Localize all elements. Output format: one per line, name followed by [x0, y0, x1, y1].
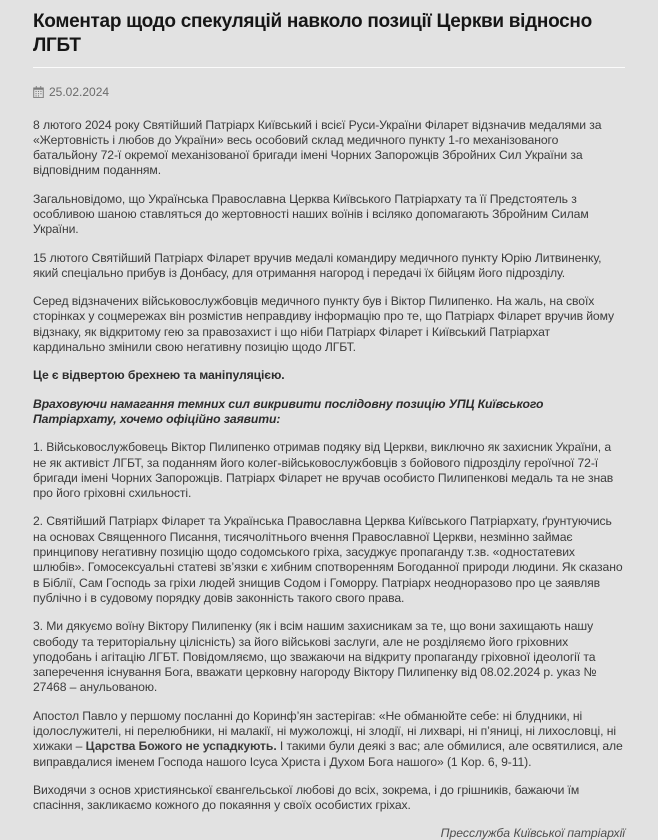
paragraph-text: І такими були деякі з вас; але обмилися, але освятилися, але виправдалися іменем Господа нашого Ісуса Христа і Духом Бога нашого» (1 Кор. 6, 9-11). [33, 739, 623, 769]
publish-date: 25.02.2024 [49, 84, 110, 99]
paragraph: 3. Ми дякуємо воїну Віктору Пилипенку (як і всім нашим захисникам за те, що вони захищають нашу свободу та територіальну цілісність) за його військові заслуги, але не розділяємо його гріховних уподобань і агітацію ЛГБТ. Повідомляємо, що зважаючи на відкриту пропаганду гріховної ідеології та заперечення існування Бога, вважати церковну нагороду Віктору Пилипенку від 08.02.2024 р. указ № 27468 – анульованою. [33, 619, 597, 695]
paragraph: 2. Святійший Патріарх Філарет та Українська Православна Церква Київського Патріархату, ґрунтуючись на основах Священного Писання, тисячолітнього вчення Православної Церкви, незмінно займає принципову негативну позицію щодо содомського гріха, засуджує пропаганду т.зв. «одностатевих шлюбів». Гомосексуальні статеві зв’язки є хибним спотворенням Богоданної природи людини. Як сказано в Біблії, Сам Господь за гріхи людей знищив Содом і Гоморру. Патріарх неодноразово про це заявляв публічно і в судовому порядку довів законність такого свого права. [33, 514, 623, 605]
paragraph: Це є відвертою брехнею та маніпуляцією. [33, 368, 285, 383]
press-service-signature: Пресслужба Київської патріархії [440, 826, 625, 840]
paragraph: Загальновідомо, що Українська Православна Церква Київського Патріархату та її Предстоятель з особливою шаною ставляться до жертовності наших воїнів і всіляко допомагають Збройним Силам України. [33, 191, 589, 237]
paragraph: Враховуючи намагання темних сил викривити послідовну позицію УПЦ Київського Патріархату, хочемо офіційно заявити: [33, 396, 544, 426]
title-divider [33, 67, 625, 68]
emphasized-text: Царства Божого не успадкують. [85, 739, 277, 754]
publish-date-row [33, 85, 625, 99]
paragraph [33, 709, 625, 770]
paragraph: Виходячи з основ християнської євангельської любові до всіх, зокрема, і до грішників, бажаючи їм спасіння, закликаємо кожного до покаяння у своїх особистих гріхах. [33, 782, 580, 813]
paragraph-text: Апостол Павло у першому посланні до Коринф’ян застерігав: «Не обманюйте себе: ні блудники, ні ідолослужителі, ні перелюбники, ні малакії, ні мужоложці, ні злодії, ні лихварі, ні п’яниці, ні лихословці, ні хижаки – [33, 708, 616, 754]
calendar-icon [33, 86, 44, 98]
page-title: Коментар щодо спекуляцій навколо позиції Церкви відносно ЛГБТ [33, 11, 592, 56]
paragraph: 8 лютого 2024 року Святійший Патріарх Київський і всієї Руси-України Філарет відзначив медалями за «Жертовність і любов до України» весь особовий склад медичного пункту 1-го механізованого батальйону 72-ї окремої механізованої бригади імені Чорних Запорожців Збройних Сил України за відповідним поданням. [33, 117, 602, 178]
article-body [33, 118, 625, 814]
paragraph: 1. Військовослужбовець Віктор Пилипенко отримав подяку від Церкви, виключно як захисник України, а не як активіст ЛГБТ, за поданням його колег-військовослужбовців з бойового підрозділу героїчної 72-ї бригади імені Чорних Запорожців. Патріарх Філарет не вручав особисто Пилипенкові медаль та не знав про його гріховні схильності. [33, 440, 614, 501]
paragraph: Серед відзначених військовослужбовців медичного пункту був і Віктор Пилипенко. На жаль, на своїх сторінках у соцмережах він розмістив неправдиву інформацію про те, що Патріарх Філарет вручив йому відзнаку, як відкритому гею за правозахист і що ніби Патріарх Філарет і Київський Патріархат кардинально змінили свою негативну позицію щодо ЛГБТ. [33, 294, 615, 355]
paragraph: 15 лютого Святійший Патріарх Філарет вручив медалі командиру медичного пункту Юрію Литвиненку, який спеціально прибув із Донбасу, для отримання нагород і передачі їх бійцям його підрозділу. [33, 250, 602, 280]
